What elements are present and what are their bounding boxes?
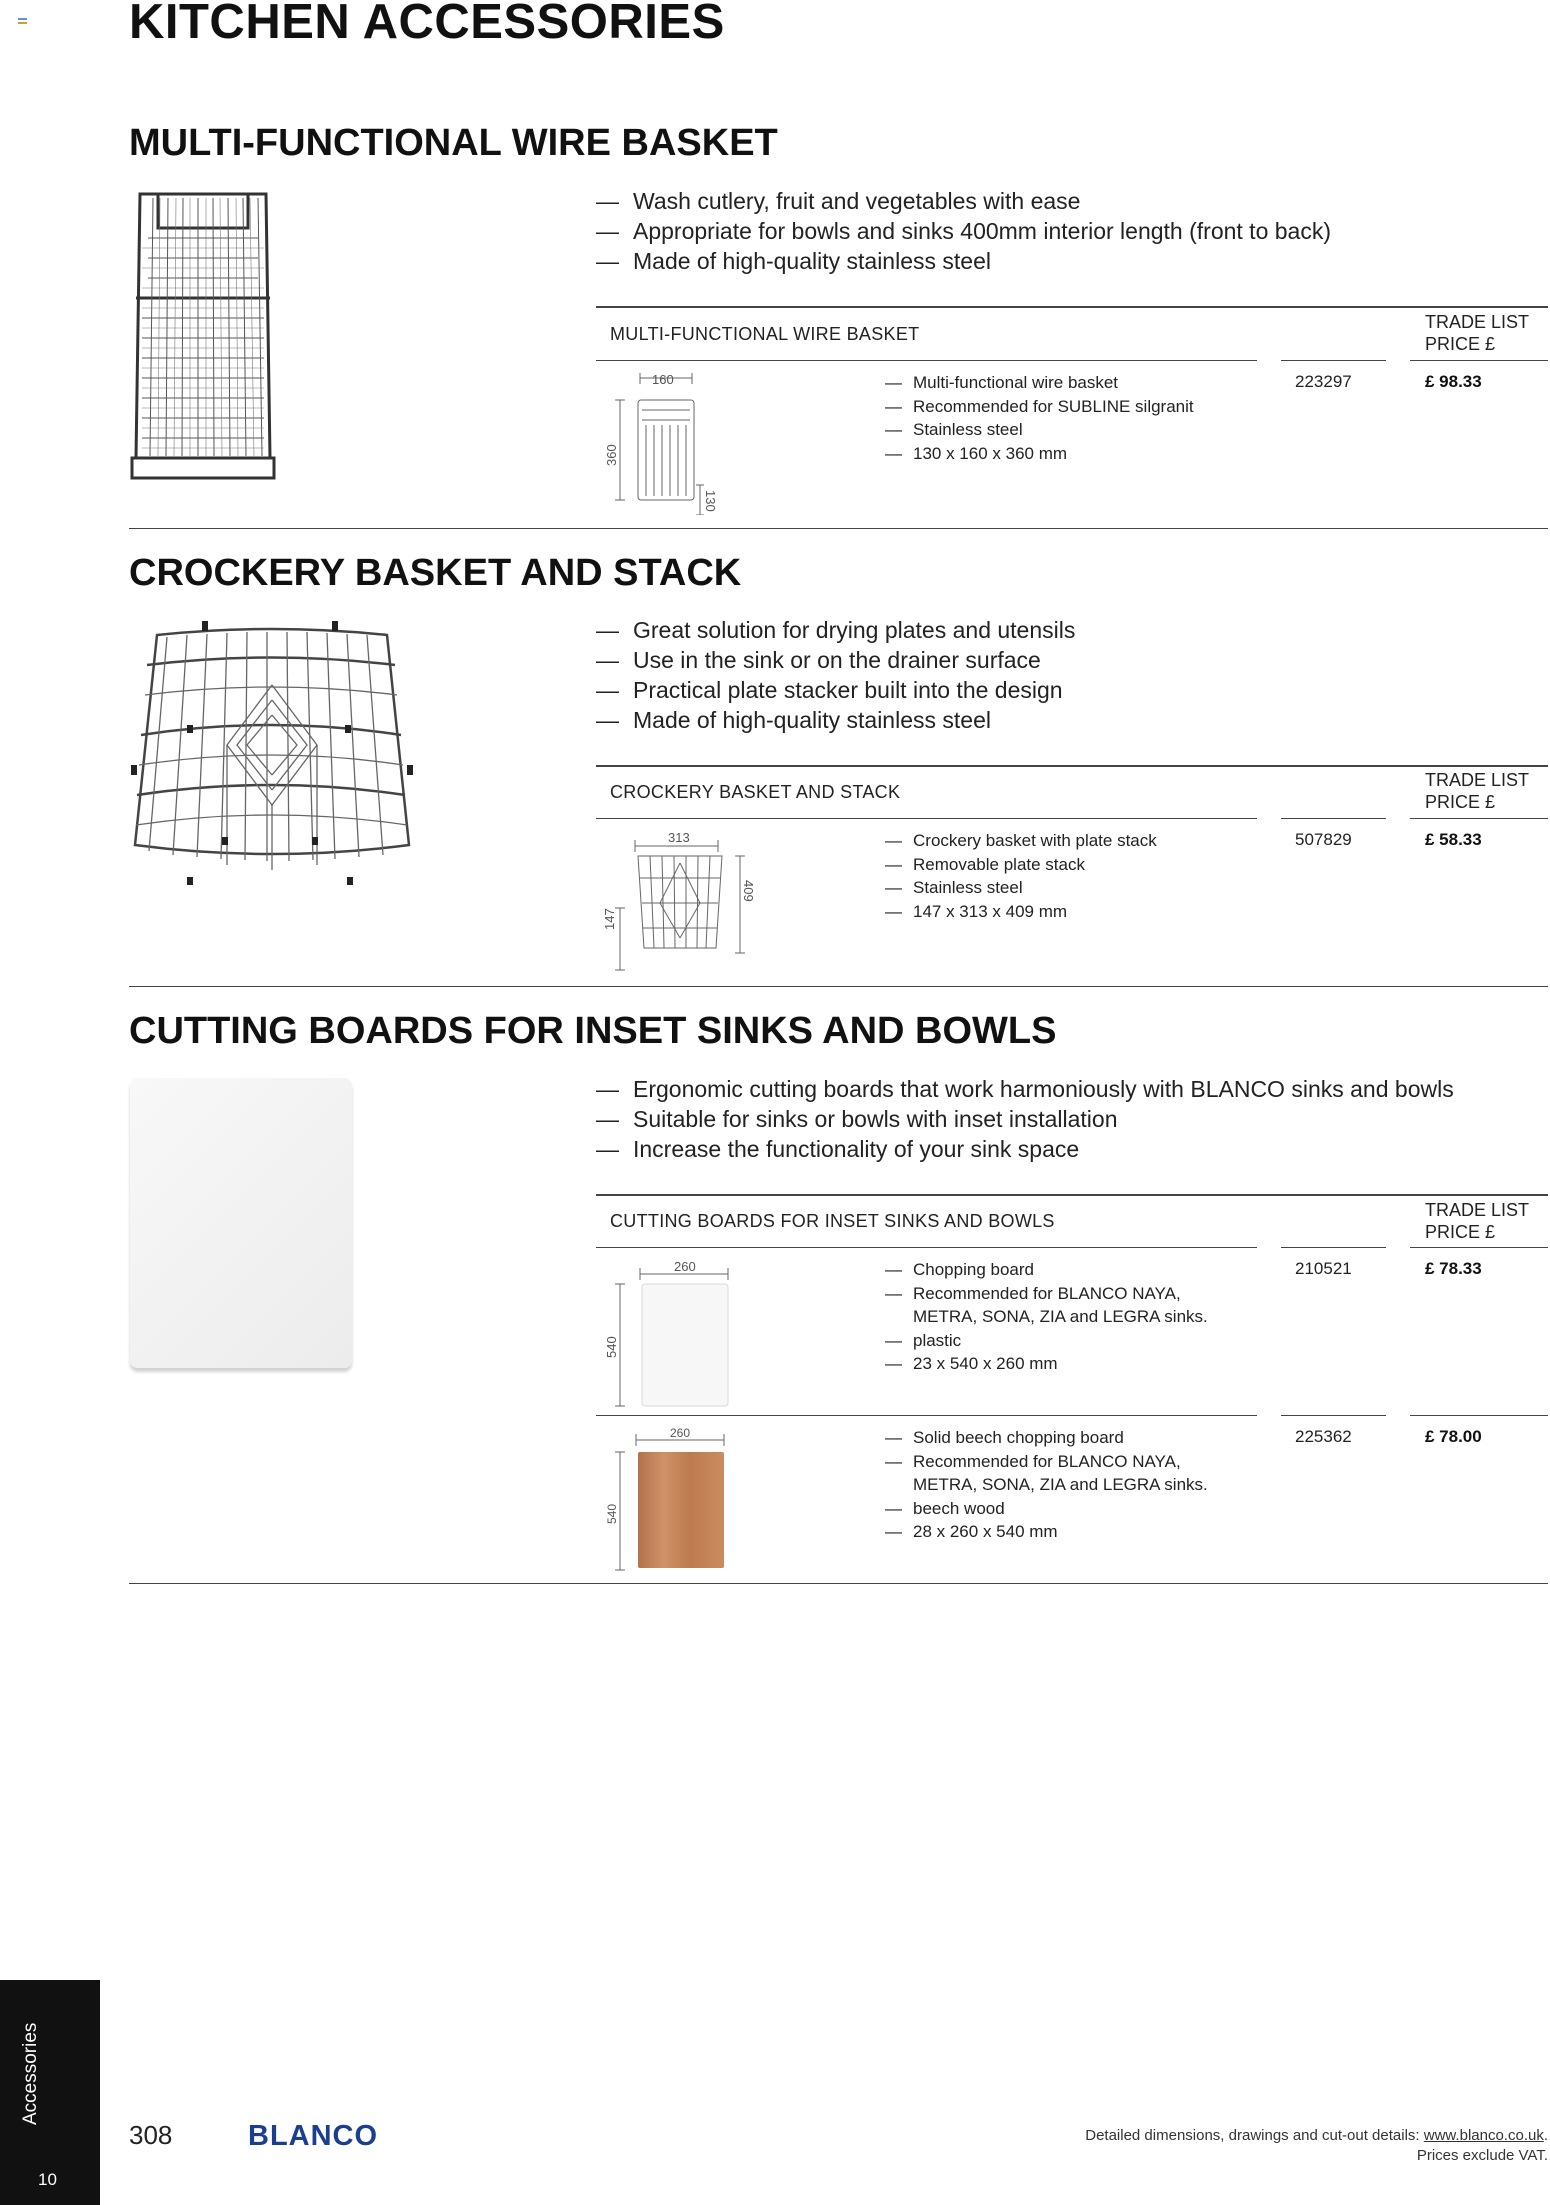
spec-item: — Chopping board — [885, 1258, 1208, 1282]
crockery-basket-image — [127, 615, 417, 915]
spec-item: METRA, SONA, ZIA and LEGRA sinks. — [913, 1475, 1208, 1494]
feature-item: — Appropriate for bowls and sinks 400mm interior length (front to back) — [596, 216, 1331, 246]
spec-item: — 130 x 160 x 360 mm — [885, 442, 1194, 466]
dim-width: 260 — [670, 1428, 691, 1440]
table-top-rule — [596, 765, 1548, 767]
website-link[interactable]: www.blanco.co.uk — [1423, 2127, 1544, 2144]
dim-width: 313 — [668, 830, 690, 845]
feature-item: — Practical plate stacker built into the design — [596, 675, 1075, 705]
table-top-rule — [596, 1194, 1548, 1196]
header-rule — [596, 1247, 1257, 1248]
row-rule — [1281, 1415, 1386, 1416]
price: £ 78.33 — [1425, 1259, 1482, 1278]
price-header: TRADE LIST PRICE £ — [1425, 1200, 1530, 1242]
beech-board-spec — [885, 1426, 1208, 1544]
feature-item: — Increase the functionality of your sink space — [596, 1134, 1454, 1164]
section-divider — [129, 1583, 1548, 1584]
feature-item: — Wash cutlery, fruit and vegetables with ease — [596, 186, 1331, 216]
crockery-basket-drawing — [600, 828, 760, 973]
dim-depth: 409 — [741, 880, 756, 902]
spec-item: — Multi-functional wire basket — [885, 371, 1194, 395]
dim-width: 260 — [674, 1259, 696, 1274]
header-rule — [596, 360, 1257, 361]
spec-item: — Recommended for BLANCO NAYA, — [885, 1282, 1208, 1306]
spec-item: — 23 x 540 x 260 mm — [885, 1352, 1208, 1376]
spec-item: — plastic — [885, 1329, 1208, 1353]
feature-item: — Suitable for sinks or bowls with inset installation — [596, 1104, 1454, 1134]
side-tab-label: Accessories — [20, 2022, 41, 2125]
feature-item: — Made of high-quality stainless steel — [596, 705, 1075, 735]
wire-basket-features — [596, 186, 1331, 276]
cutting-boards-features — [596, 1074, 1454, 1164]
spec-item: — 28 x 260 x 540 mm — [885, 1520, 1208, 1544]
art-number: 210521 — [1295, 1259, 1352, 1278]
spec-item: — Removable plate stack — [885, 853, 1157, 877]
wire-basket-spec — [885, 371, 1194, 465]
spec-item: — Crockery basket with plate stack — [885, 829, 1157, 853]
section-title-crockery-basket: CROCKERY BASKET AND STACK — [129, 552, 742, 594]
section-divider — [129, 528, 1548, 529]
spec-item: — Recommended for BLANCO NAYA, — [885, 1450, 1208, 1474]
crockery-basket-spec — [885, 829, 1157, 923]
section-divider — [129, 986, 1548, 987]
table-top-rule — [596, 306, 1548, 308]
price: £ 78.00 — [1425, 1427, 1482, 1446]
vat-note: Prices exclude VAT. — [1416, 2147, 1548, 2164]
corner-mark — [18, 18, 27, 24]
row-rule — [1410, 1415, 1548, 1416]
dim-height: 540 — [604, 1336, 619, 1358]
dim-height: 360 — [604, 444, 619, 466]
table-header: CROCKERY BASKET AND STACK — [610, 782, 901, 802]
feature-item: — Use in the sink or on the drainer surface — [596, 645, 1075, 675]
row-rule — [596, 1415, 1257, 1416]
feature-item: — Made of high-quality stainless steel — [596, 246, 1331, 276]
header-rule — [1281, 1247, 1386, 1248]
wire-basket-drawing — [600, 370, 730, 515]
side-tab-page: 10 — [38, 2170, 57, 2189]
section-title-cutting-boards: CUTTING BOARDS FOR INSET SINKS AND BOWLS — [129, 1010, 1057, 1052]
plastic-board-drawing — [600, 1258, 740, 1408]
art-number: 223297 — [1295, 372, 1352, 391]
price-header: TRADE LIST PRICE £ — [1425, 312, 1530, 354]
dim-depth: 130 — [703, 490, 718, 512]
header-rule — [596, 818, 1257, 819]
price: £ 98.33 — [1425, 372, 1482, 391]
header-rule — [1410, 818, 1548, 819]
footer-note-prefix: Detailed dimensions, drawings and cut-out details: — [1085, 2127, 1424, 2144]
header-rule — [1410, 1247, 1548, 1248]
spec-item: — beech wood — [885, 1497, 1208, 1521]
dim-width: 160 — [652, 372, 674, 387]
spec-item: — Solid beech chopping board — [885, 1426, 1208, 1450]
spec-item: — Recommended for SUBLINE silgranit — [885, 395, 1194, 419]
spec-item: — 147 x 313 x 409 mm — [885, 900, 1157, 924]
page-title: KITCHEN ACCESSORIES — [129, 0, 725, 49]
art-number: 225362 — [1295, 1427, 1352, 1446]
spec-item: — Stainless steel — [885, 418, 1194, 442]
table-header: CUTTING BOARDS FOR INSET SINKS AND BOWLS — [610, 1211, 1055, 1231]
beech-board-drawing — [600, 1428, 740, 1573]
brand-logo: BLANCO — [248, 2120, 379, 2152]
plastic-board-image — [130, 1078, 352, 1368]
page-number: 308 — [129, 2120, 173, 2150]
wire-basket-image — [128, 188, 278, 486]
dim-height: 147 — [602, 908, 617, 930]
header-rule — [1410, 360, 1548, 361]
plastic-board-spec — [885, 1258, 1208, 1376]
header-rule — [1281, 818, 1386, 819]
footer-note: Detailed dimensions, drawings and cut-out details: www.blanco.co.uk. Prices exclude VAT. — [948, 2126, 1548, 2166]
price: £ 58.33 — [1425, 830, 1482, 849]
crockery-basket-features — [596, 615, 1075, 735]
spec-item: METRA, SONA, ZIA and LEGRA sinks. — [913, 1307, 1208, 1326]
feature-item: — Great solution for drying plates and utensils — [596, 615, 1075, 645]
price-header: TRADE LIST PRICE £ — [1425, 770, 1530, 812]
table-header: MULTI-FUNCTIONAL WIRE BASKET — [610, 324, 920, 344]
header-rule — [1281, 360, 1386, 361]
section-title-wire-basket: MULTI-FUNCTIONAL WIRE BASKET — [129, 122, 778, 164]
dim-height: 540 — [605, 1503, 619, 1524]
feature-item: — Ergonomic cutting boards that work harmoniously with BLANCO sinks and bowls — [596, 1074, 1454, 1104]
art-number: 507829 — [1295, 830, 1352, 849]
spec-item: — Stainless steel — [885, 876, 1157, 900]
